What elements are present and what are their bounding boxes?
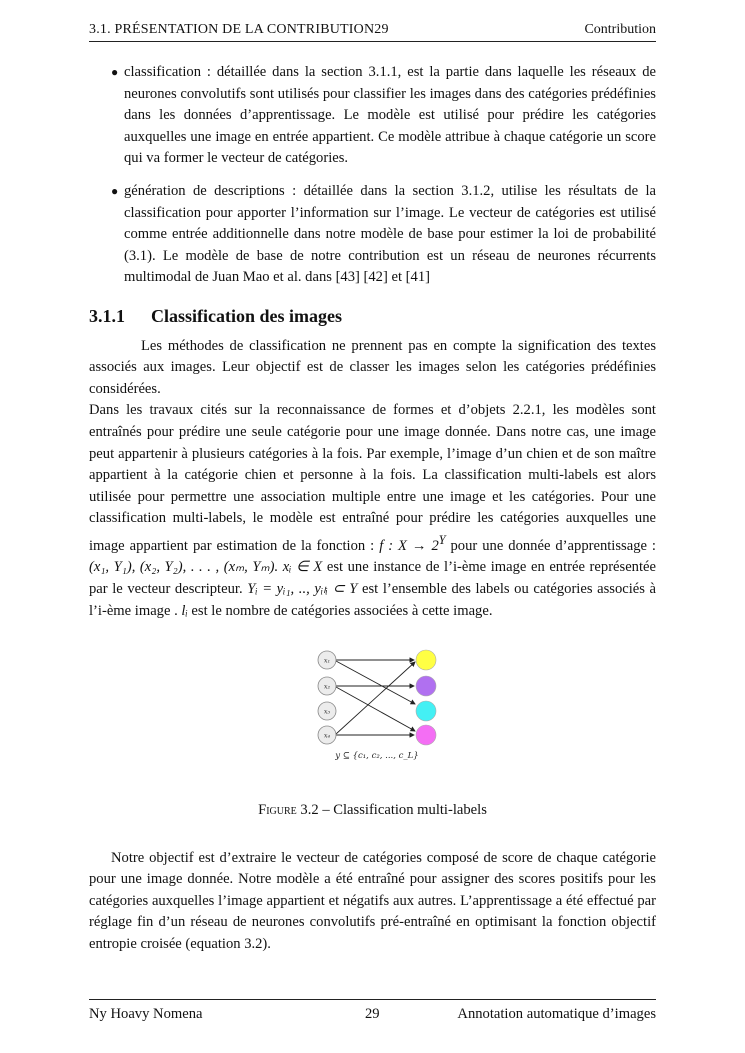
- input-nodes: [318, 651, 336, 744]
- math-superscript: Y: [438, 532, 446, 547]
- footer-author: Ny Hoavy Nomena: [89, 1006, 203, 1022]
- caption-text: – Classification multi-labels: [318, 802, 487, 819]
- paragraph-text: Dans les travaux cités sur la reconnaissance de formes et d’objets 2.2.1, les modèles sont entraînés pour prédire une seule catégorie pour une image donnée. Dans notre cas, une image peut appartenir à plusieurs catégories à la fois. Par exemple, l’image d’un chien et de son maître appartient à la catégorie chien et personne à la fois. La classification multi-labels est alors utilisée pour permettre une association multiple entre une image et les catégories. Pour une classification multi-labels, le modèle est entraîné pour prédire les catégories auxquelles une image appartient par estimation de la fonction :: [89, 402, 656, 554]
- figure-set-label: y ⊆ {c₁, c₂, ..., c_L}: [335, 751, 419, 762]
- input-node-label: x₃: [323, 707, 331, 716]
- edge: [336, 687, 415, 731]
- output-node: [416, 701, 436, 721]
- footer-title: Annotation automatique d’images: [457, 1006, 656, 1022]
- bullet-list: [89, 62, 656, 289]
- output-node: [416, 650, 436, 670]
- math-function: f : X → 2: [379, 537, 439, 554]
- output-node: [416, 725, 436, 745]
- section-number: 3.1.1: [89, 305, 125, 326]
- paragraph-objective: Notre objectif est d’extraire le vecteur de catégories composé de score de chaque catégorie pour une image donnée. Notre modèle a été entraîné pour assigner des scores positifs pour les catégories auxquelles l’image appartient et négatifs aux autres. L’apprentissage a été effectué par réglage fin d’un réseau de neurones convolutifs pré-entraîné en optimisant la fonction objectif entropie croisée (equation 3.2).: [89, 849, 656, 953]
- caption-label: Figure 3.2: [258, 802, 319, 819]
- bullet-text: génération de descriptions : détaillée dans la section 3.1.2, utilise les résultats de la classification pour apporter l’information sur l’image. Le vecteur de catégories est utilisé comme entrée additionnelle dans notre modèle de base pour estimer la loi de probabilité (3.1). Le modèle de base de notre contribution est un réseau de neurones récurrents multimodal de Juan Mao et al. dans [43] [42] et [41]: [124, 182, 656, 286]
- input-node-label: x₁: [323, 656, 331, 665]
- paragraph-multilabel: [89, 400, 656, 622]
- page-number: 29: [365, 1006, 380, 1022]
- list-item: [89, 62, 656, 170]
- header-section-title: 3.1. PRÉSENTATION DE LA CONTRIBUTION29: [89, 22, 389, 37]
- page-header: [89, 20, 656, 42]
- figure-multilabel: [89, 646, 656, 776]
- header-chapter-title: Contribution: [584, 22, 656, 37]
- output-nodes: [416, 650, 436, 745]
- bullet-icon: ●: [111, 65, 119, 79]
- section-title: Classification des images: [151, 305, 342, 326]
- paragraph-text: est l’ensemble des labels ou catégories associés à l’i-ème image .: [89, 580, 657, 619]
- figure-diagram: [315, 646, 440, 764]
- paragraph-intro: Les méthodes de classification ne prennent pas en compte la signification des textes associés aux images. Leur objectif est de classer les images selon les catégories prédéfinies considérées.: [89, 337, 656, 397]
- bullet-icon: ●: [111, 183, 119, 198]
- figure-edges: [336, 660, 415, 735]
- paragraph-text: pour une donnée d’apprentissage :: [445, 537, 656, 554]
- page-body: [89, 62, 656, 956]
- page-footer: [89, 999, 656, 1022]
- paragraph-text: est une instance de l’i-ème image en entrée représentée par le vecteur descripteur.: [89, 559, 656, 597]
- paragraph-text: est le nombre de catégories associées à cette image.: [187, 602, 493, 619]
- math-label-count: lᵢ: [181, 602, 188, 619]
- input-node-label: x₄: [323, 731, 331, 740]
- list-item: [89, 181, 656, 289]
- math-label-set: Yᵢ = yᵢ₁, .., yᵢₗᵢ ⊂ Y: [247, 580, 358, 597]
- output-node: [416, 676, 436, 696]
- input-node-label: x₂: [323, 682, 331, 691]
- math-training-set: (x₁, Y₁), (x₂, Y₂), . . . , (xₘ, Yₘ). xᵢ ∈ X: [89, 559, 323, 576]
- section-heading: [89, 306, 656, 328]
- bullet-text: classification : détaillée dans la section 3.1.1, est la partie dans laquelle les réseaux de neurones convolutifs sont utilisés pour classifier les images dans des catégories prédéfinies dans les données d’apprentissage. Le modèle est utilisé pour prédire les catégories auxquelles une image en entrée appartient. Ce modèle attribue à chaque catégorie un score qui va former le vecteur de catégories.: [124, 64, 656, 167]
- figure-caption: [89, 800, 656, 822]
